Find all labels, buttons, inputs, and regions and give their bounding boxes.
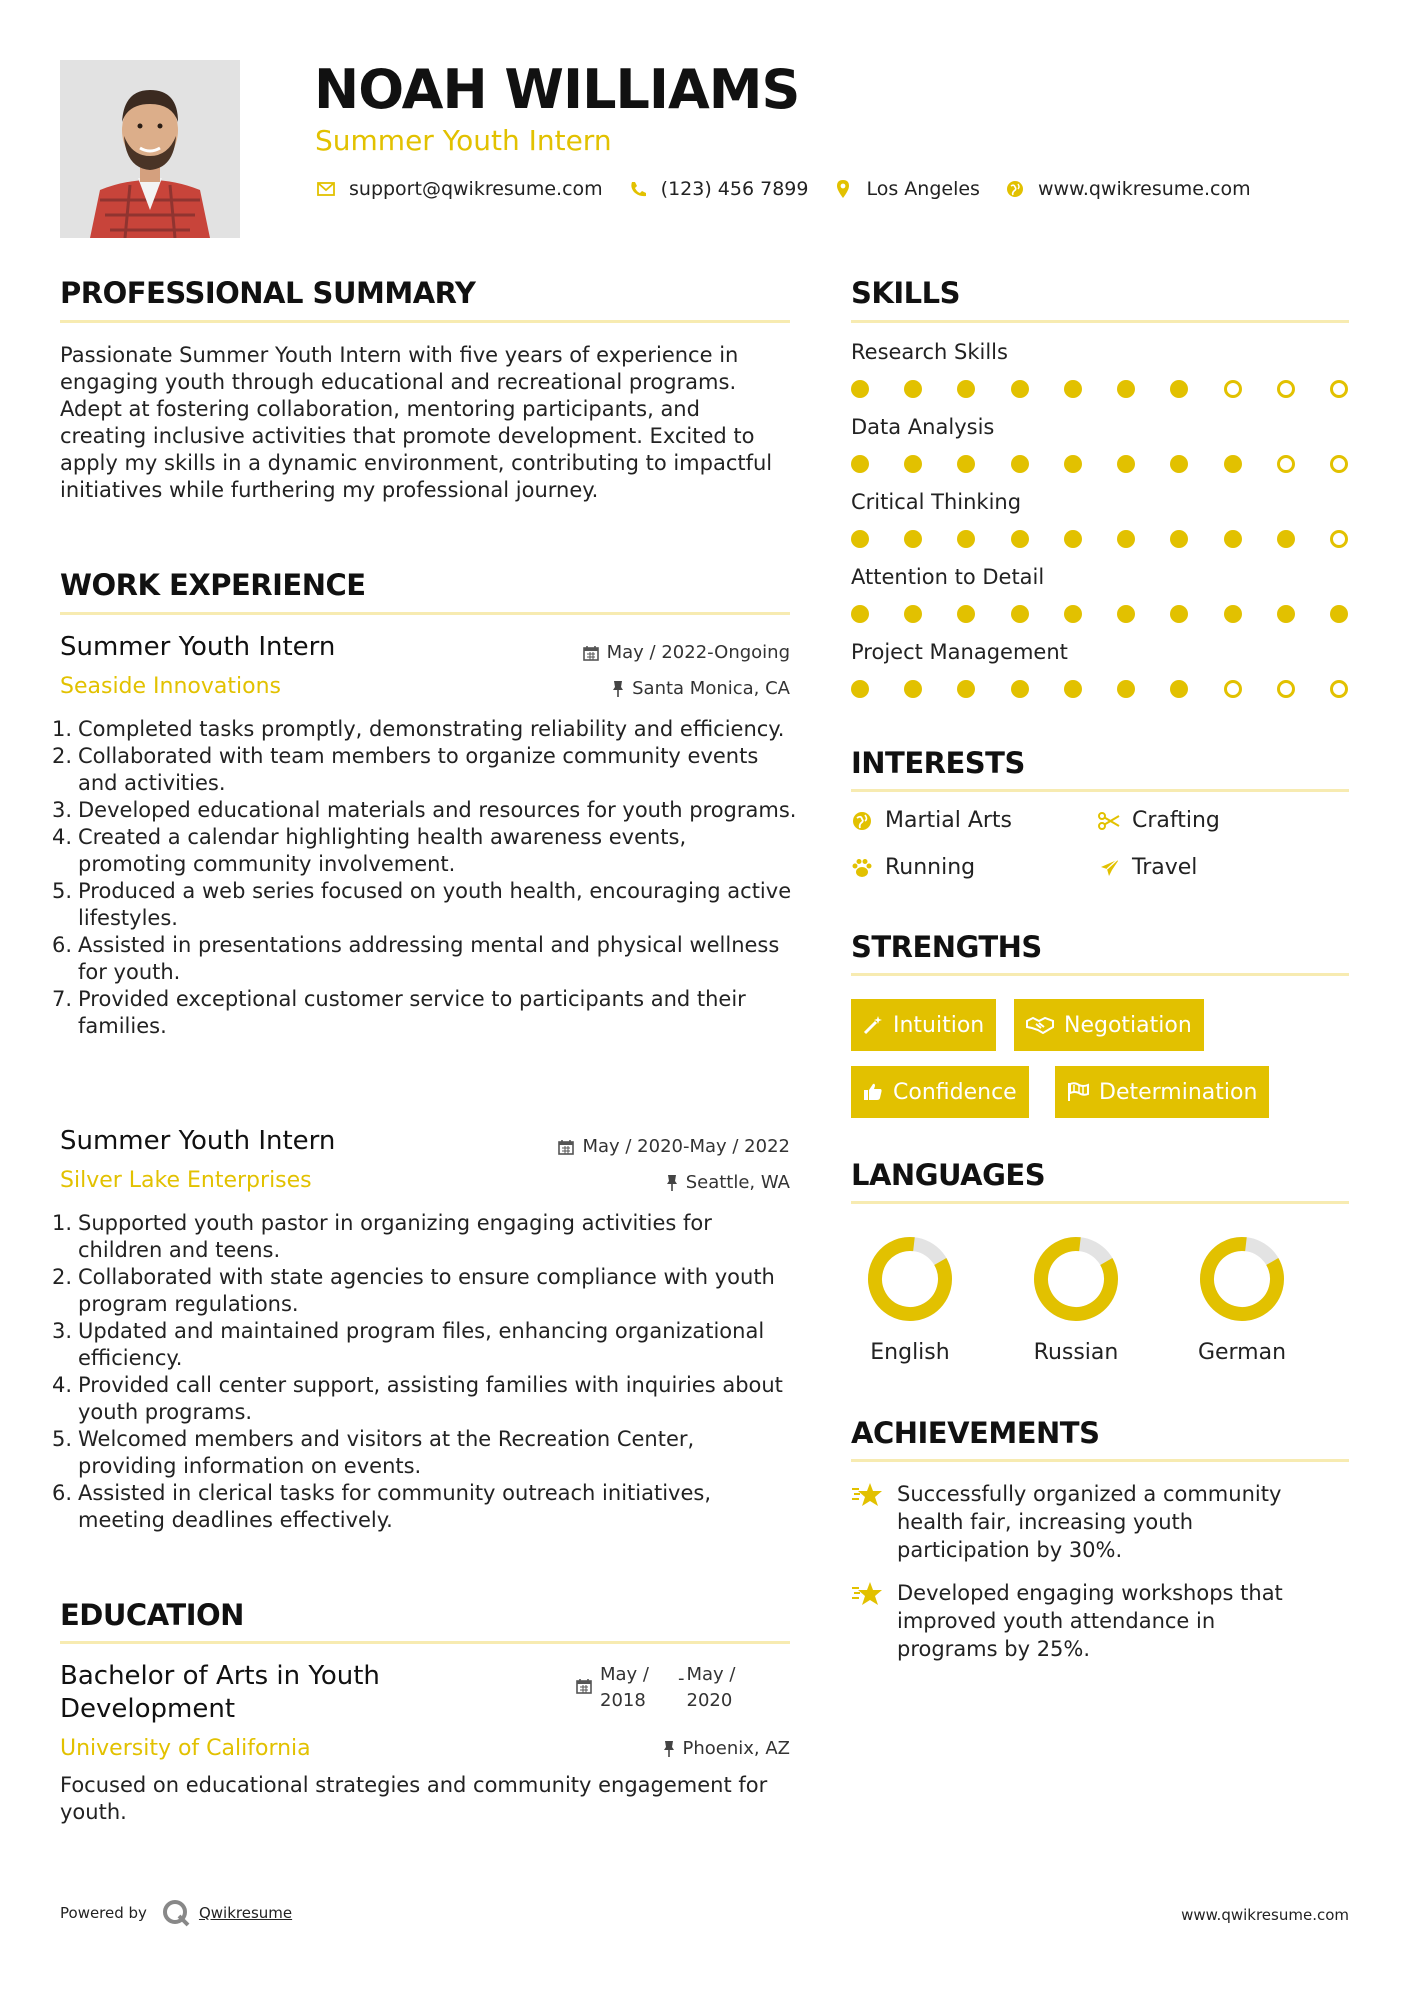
job-location-2 — [666, 1172, 790, 1193]
qwikresume-logo-icon — [161, 1898, 191, 1928]
skills-heading: SKILLS — [851, 276, 960, 310]
interest-label: Running — [885, 855, 976, 880]
rating-dot-filled — [904, 380, 922, 398]
language-ring — [865, 1234, 955, 1324]
rating-dot-filled — [851, 455, 869, 473]
strength-label: Confidence — [893, 1079, 1017, 1105]
rating-dot-filled — [1064, 605, 1082, 623]
rating-dot-filled — [1170, 680, 1188, 698]
job-date-text-2: May / 2020-May / 2022 — [582, 1136, 790, 1157]
rating-dot-empty — [1330, 455, 1348, 473]
envelope-icon — [315, 178, 337, 200]
paw-icon — [851, 857, 873, 879]
rating-dot-filled — [1064, 455, 1082, 473]
rating-dot-filled — [957, 455, 975, 473]
language-english — [850, 1234, 970, 1324]
list-item: 3. Developed educational materials and resources for youth programs. — [52, 798, 797, 822]
skill-rating — [851, 680, 1348, 698]
interest-martial-arts — [851, 808, 1012, 833]
language-ring — [1031, 1234, 1121, 1324]
rating-dot-filled — [957, 680, 975, 698]
interest-crafting — [1098, 808, 1220, 833]
contact-location — [832, 178, 979, 200]
rating-dot-filled — [1117, 605, 1135, 623]
degree-line-2: Development — [60, 1694, 236, 1724]
list-item: 2. Collaborated with team members to organize community events and activities. — [52, 744, 759, 795]
contact-phone[interactable] — [627, 178, 809, 200]
rating-dot-filled — [904, 530, 922, 548]
rating-dot-filled — [1117, 530, 1135, 548]
strength-badge-confidence — [851, 1066, 1029, 1118]
rating-dot-filled — [851, 380, 869, 398]
achievement-item-1 — [851, 1480, 1321, 1564]
rating-dot-filled — [1170, 530, 1188, 548]
rating-dot-filled — [1170, 455, 1188, 473]
rating-dot-empty — [1277, 455, 1295, 473]
ring-fill — [865, 1234, 955, 1324]
rating-dot-filled — [1064, 530, 1082, 548]
handshake-icon — [1026, 1016, 1054, 1034]
brand-link[interactable]: Qwikresume — [198, 1904, 293, 1922]
rating-dot-filled — [1277, 605, 1295, 623]
rating-dot-filled — [1011, 530, 1029, 548]
website-text: www.qwikresume.com — [1037, 178, 1251, 200]
magic-wand-icon — [863, 1015, 883, 1035]
achievements-heading: ACHIEVEMENTS — [851, 1416, 1100, 1450]
powered-by-text: Powered by — [60, 1904, 147, 1922]
job-location-text-1: Santa Monica, CA — [632, 678, 790, 699]
skill-rating — [851, 380, 1348, 398]
date-dash: - — [678, 1668, 685, 1689]
work-heading: WORK EXPERIENCE — [60, 568, 366, 602]
interest-running — [851, 855, 975, 880]
achievement-item-2 — [851, 1579, 1321, 1663]
rating-dot-filled — [1117, 380, 1135, 398]
globe-icon — [1004, 178, 1026, 200]
summary-text: Passionate Summer Youth Intern with five years of experience in engaging youth through educational and recreational programs. Adept at fostering collaboration, mentoring participants, and creating inclusive activities that promote development. Excited to apply my skills in a dynamic environment, contributing to impactful initiatives while furthering my professional journey. — [60, 343, 773, 502]
contact-website[interactable] — [1004, 178, 1251, 200]
rating-dot-filled — [904, 680, 922, 698]
job-duties-2 — [52, 1210, 790, 1534]
rating-dot-filled — [1170, 605, 1188, 623]
job-location-text-2: Seattle, WA — [685, 1172, 790, 1193]
rating-dot-filled — [1011, 605, 1029, 623]
rating-dot-empty — [1330, 530, 1348, 548]
pushpin-icon — [666, 1174, 678, 1192]
interests-heading: INTERESTS — [851, 746, 1025, 780]
skill-name: Attention to Detail — [851, 565, 1045, 589]
skill-name: Project Management — [851, 640, 1068, 664]
phone-text: (123) 456 7899 — [660, 178, 809, 200]
rating-dot-filled — [957, 530, 975, 548]
work-rule — [60, 612, 790, 615]
calendar-icon — [558, 1139, 574, 1155]
language-label: German — [1197, 1340, 1287, 1365]
list-item: 3. Updated and maintained program files, enhancing organizational efficiency. — [52, 1319, 765, 1370]
rating-dot-filled — [1011, 680, 1029, 698]
skill-rating — [851, 455, 1348, 473]
globe-icon — [851, 810, 873, 832]
contact-bar — [315, 178, 1275, 200]
job-title-1: Summer Youth Intern — [60, 632, 336, 662]
rating-dot-filled — [1224, 530, 1242, 548]
rating-dot-filled — [1011, 455, 1029, 473]
rating-dot-filled — [851, 605, 869, 623]
education-description: Focused on educational strategies and community engagement for youth. — [60, 1773, 768, 1824]
rating-dot-filled — [851, 680, 869, 698]
candidate-name: NOAH WILLIAMS — [314, 58, 800, 121]
education-end: May / 2020 — [686, 1664, 736, 1711]
job-company-1: Seaside Innovations — [60, 674, 281, 699]
rating-dot-empty — [1224, 680, 1242, 698]
rating-dot-filled — [904, 605, 922, 623]
rating-dot-filled — [1224, 455, 1242, 473]
rating-dot-filled — [1277, 530, 1295, 548]
profile-photo — [60, 60, 240, 238]
rating-dot-filled — [1011, 380, 1029, 398]
location-text: Los Angeles — [866, 178, 980, 200]
pushpin-icon — [663, 1740, 675, 1758]
star-badge-icon — [851, 1480, 885, 1564]
language-label: English — [870, 1340, 950, 1365]
degree-line-1: Bachelor of Arts in Youth — [60, 1661, 380, 1691]
education-dates — [576, 1662, 736, 1714]
strength-label: Intuition — [893, 1012, 985, 1038]
interests-rule — [851, 789, 1349, 792]
skills-rule — [851, 320, 1349, 323]
achievement-text: Successfully organized a community health fair, increasing youth participation by 30%. — [897, 1482, 1282, 1562]
skill-rating — [851, 530, 1348, 548]
interest-travel — [1098, 855, 1197, 880]
rating-dot-empty — [1330, 680, 1348, 698]
rating-dot-empty — [1277, 680, 1295, 698]
skill-name: Critical Thinking — [851, 490, 1022, 514]
rating-dot-empty — [1330, 380, 1348, 398]
rating-dot-filled — [904, 455, 922, 473]
summary-heading: PROFESSIONAL SUMMARY — [60, 276, 476, 310]
skill-name: Data Analysis — [851, 415, 995, 439]
candidate-title: Summer Youth Intern — [315, 124, 612, 157]
list-item: 2. Collaborated with state agencies to ensure compliance with youth program regulations. — [52, 1265, 775, 1316]
star-badge-icon — [851, 1579, 885, 1663]
rating-dot-filled — [1330, 605, 1348, 623]
rating-dot-filled — [1064, 680, 1082, 698]
rating-dot-filled — [1117, 455, 1135, 473]
list-item: 6. Assisted in clerical tasks for community outreach initiatives, meeting deadlines effectively. — [52, 1481, 711, 1532]
education-start: May / 2018 — [600, 1664, 649, 1711]
calendar-icon — [576, 1662, 592, 1714]
phone-icon — [627, 178, 649, 200]
achievements-rule — [851, 1459, 1349, 1462]
rating-dot-filled — [1224, 605, 1242, 623]
rating-dot-empty — [1224, 380, 1242, 398]
list-item: 5. Welcomed members and visitors at the Recreation Center, providing information on events. — [52, 1427, 695, 1478]
strength-badge-negotiation — [1014, 999, 1204, 1051]
rating-dot-filled — [1117, 680, 1135, 698]
ring-fill — [1197, 1234, 1287, 1324]
list-item: 1. Completed tasks promptly, demonstrating reliability and efficiency. — [52, 717, 785, 741]
strength-label: Negotiation — [1064, 1012, 1192, 1038]
plane-icon — [1098, 857, 1120, 879]
education-rule — [60, 1641, 790, 1644]
list-item: 5. Produced a web series focused on youth health, encouraging active lifestyles. — [52, 879, 792, 930]
scissors-icon — [1098, 810, 1120, 832]
strengths-heading: STRENGTHS — [851, 930, 1042, 964]
skill-rating — [851, 605, 1348, 623]
strength-badge-determination — [1055, 1066, 1269, 1118]
list-item: 6. Assisted in presentations addressing mental and physical wellness for youth. — [52, 933, 780, 984]
education-location-text: Phoenix, AZ — [682, 1738, 790, 1759]
strength-badge-intuition — [851, 999, 996, 1051]
degree-title — [60, 1660, 380, 1726]
footer-powered — [60, 1898, 292, 1928]
school-name: University of California — [60, 1736, 311, 1761]
contact-email[interactable] — [315, 178, 603, 200]
footer-website[interactable]: www.qwikresume.com — [1181, 1906, 1349, 1924]
education-heading: EDUCATION — [60, 1598, 244, 1632]
strengths-rule — [851, 973, 1349, 976]
rating-dot-filled — [851, 530, 869, 548]
rating-dot-filled — [1064, 380, 1082, 398]
rating-dot-filled — [957, 380, 975, 398]
rating-dot-filled — [957, 605, 975, 623]
interest-label: Travel — [1132, 855, 1198, 880]
thumbs-up-icon — [863, 1082, 883, 1102]
pushpin-icon — [612, 680, 624, 698]
achievement-text: Developed engaging workshops that improved youth attendance in programs by 25%. — [897, 1581, 1283, 1661]
list-item: 7. Provided exceptional customer service to participants and their families. — [52, 987, 746, 1038]
languages-heading: LANGUAGES — [851, 1158, 1046, 1192]
skill-name: Research Skills — [851, 340, 1008, 364]
job-date-2 — [558, 1136, 790, 1157]
job-company-2: Silver Lake Enterprises — [60, 1168, 312, 1193]
job-location-1 — [612, 678, 790, 699]
flag-icon — [1067, 1082, 1089, 1102]
interest-label: Crafting — [1132, 808, 1220, 833]
language-russian — [1016, 1234, 1136, 1324]
strength-label: Determination — [1099, 1079, 1258, 1105]
calendar-icon — [583, 645, 599, 661]
job-date-text-1: May / 2022-Ongoing — [606, 642, 790, 663]
job-title-2: Summer Youth Intern — [60, 1126, 336, 1156]
rating-dot-empty — [1277, 380, 1295, 398]
language-ring — [1197, 1234, 1287, 1324]
email-text: support@qwikresume.com — [349, 178, 603, 200]
rating-dot-filled — [1170, 380, 1188, 398]
list-item: 4. Created a calendar highlighting health awareness events, promoting community involvement. — [52, 825, 687, 876]
list-item: 1. Supported youth pastor in organizing engaging activities for children and teens. — [52, 1211, 712, 1262]
job-duties-1 — [52, 716, 800, 1040]
interest-label: Martial Arts — [885, 808, 1013, 833]
map-pin-icon — [832, 178, 854, 200]
education-location — [663, 1738, 791, 1759]
language-german — [1182, 1234, 1302, 1324]
language-label: Russian — [1033, 1340, 1119, 1365]
ring-fill — [1031, 1234, 1121, 1324]
list-item: 4. Provided call center support, assisting families with inquiries about youth programs. — [52, 1373, 783, 1424]
job-date-1 — [583, 642, 790, 663]
languages-rule — [851, 1201, 1349, 1204]
summary-rule — [60, 320, 790, 323]
